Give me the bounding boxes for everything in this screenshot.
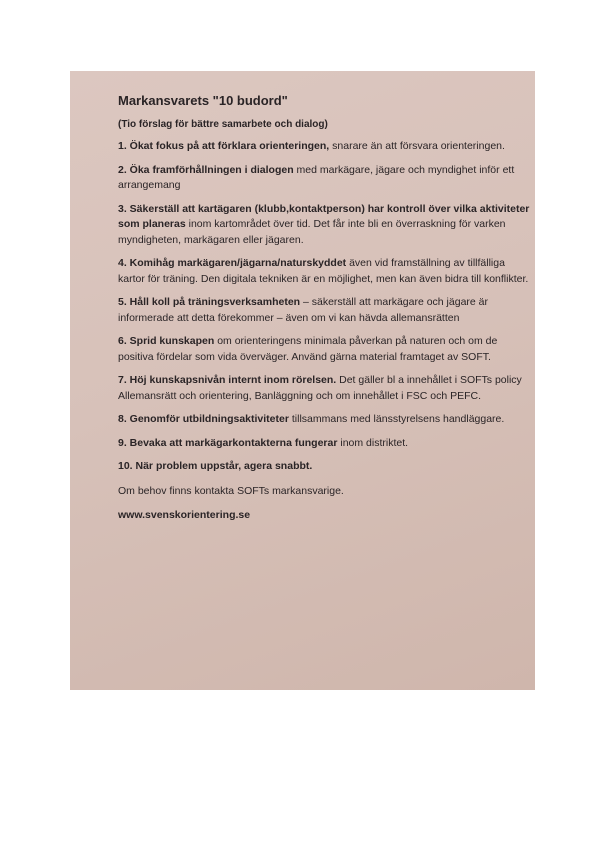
rule-heading: 8. Genomför utbildningsaktiviteter <box>118 413 289 425</box>
rule-text: om orienteringens minimala påverkan på naturen och om de positiva fördelar som vida överväger. Använd gärna material framtaget av SOFT. <box>118 335 498 363</box>
page-subtitle: (Tio förslag för bättre samarbete och dialog) <box>118 119 328 130</box>
rule-2 <box>118 163 532 194</box>
rule-text: Det gäller bl a innehållet i SOFTs policy Allemansrätt och orientering, Banläggning och om innehållet i FSC och PEFC. <box>118 374 522 402</box>
rule-9 <box>118 436 532 452</box>
contact-text: Om behov finns kontakta SOFTs markansvarige. <box>118 484 344 497</box>
rule-text: inom distriktet. <box>337 436 409 449</box>
rule-text: – säkerställ att markägare och jägare är informerade att detta förekommer – även om vi kan hävda allemansrätten <box>118 296 489 324</box>
rule-text: med markägare, jägare och myndighet inför ett arrangemang <box>118 163 515 191</box>
document-photo <box>70 71 535 690</box>
rule-5 <box>118 295 532 326</box>
rule-heading: 10. När problem uppstår, agera snabbt. <box>118 460 313 472</box>
rule-3 <box>118 202 532 249</box>
rule-6 <box>118 334 532 365</box>
rule-heading: 7. Höj kunskapsnivån internt inom rörelsen. <box>118 374 337 386</box>
rule-text: snarare än att försvara orienteringen. <box>329 140 505 152</box>
rule-text: även vid framställning av tillfälliga kartor för träning. Den digitala tekniken är en möjlighet, men kan även bidra till konflikter. <box>118 257 529 285</box>
rule-7 <box>118 373 532 404</box>
document-sheet <box>112 93 532 523</box>
rule-heading: 5. Håll koll på träningsverksamheten <box>118 296 301 308</box>
rule-heading: 1. Ökat fokus på att förklara orienteringen, <box>118 140 330 152</box>
rule-4 <box>118 256 532 287</box>
rule-heading: 3. Säkerställ att kartägaren (klubb,kontaktperson) har kontroll över vilka aktiviteter som planeras <box>118 202 530 230</box>
rule-10 <box>118 459 532 475</box>
website-url: www.svenskorientering.se <box>118 508 251 521</box>
rule-8 <box>118 412 532 428</box>
rule-heading: 4. Komihåg markägaren/jägarna/naturskyddet <box>118 257 347 269</box>
page-title: Markansvarets "10 budord" <box>118 93 288 108</box>
rule-text: tillsammans med länsstyrelsens handläggare. <box>288 413 505 425</box>
rule-heading: 9. Bevaka att markägarkontakterna fungerar <box>118 436 338 449</box>
rule-text: inom kartområdet över tid. Det får inte bli en överraskning för varken myndigheten, markägaren eller jägaren. <box>118 218 506 246</box>
rule-1 <box>118 139 532 155</box>
rule-heading: 6. Sprid kunskapen <box>118 335 215 347</box>
rule-heading: 2. Öka framförhållningen i dialogen <box>118 163 294 176</box>
